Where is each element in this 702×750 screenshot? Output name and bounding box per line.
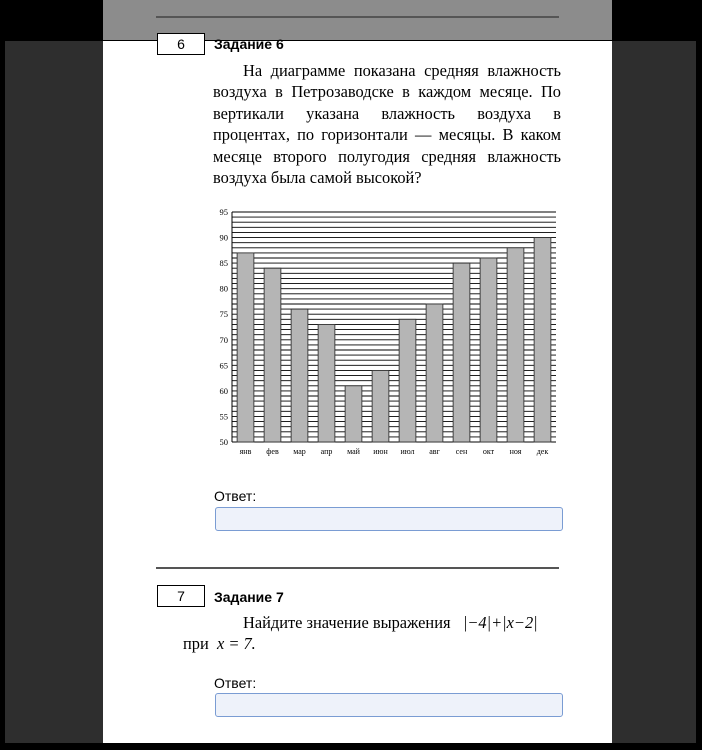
y-tick-label: 70 [219, 334, 228, 345]
task-7-text-before: Найдите значение выражения [243, 613, 451, 632]
x-tick-label: апр [320, 447, 333, 456]
task-7-number-box [157, 585, 205, 607]
x-tick-label: сен [455, 447, 468, 456]
task-6-title: Задание 6 [214, 36, 284, 52]
task-separator [156, 567, 559, 569]
task-7-text [183, 612, 561, 655]
bar-дек [534, 238, 551, 442]
task-6-answer-input[interactable] [215, 507, 563, 531]
bar-июл [399, 319, 416, 442]
task-6-answer-label: Ответ: [214, 488, 257, 504]
x-tick-label: мар [293, 447, 306, 456]
y-tick-label: 50 [219, 437, 228, 447]
x-tick-label: июн [373, 447, 388, 456]
x-tick-label: авг [429, 447, 440, 456]
y-tick-label: 60 [219, 385, 228, 396]
task-7-text-pri: при [183, 634, 209, 654]
x-tick-label: июл [400, 447, 415, 456]
bar-фев [264, 268, 281, 442]
y-tick-label: 65 [219, 360, 228, 371]
bar-янв [237, 253, 254, 442]
x-tick-label: окт [482, 447, 495, 456]
bar-авг [426, 304, 443, 442]
bar-ноя [507, 248, 524, 442]
humidity-bar-chart [190, 200, 570, 470]
task-7-expression: |−4|+|x−2| [462, 613, 538, 632]
task-6-number-box [157, 33, 205, 55]
task-7-title: Задание 7 [214, 589, 284, 605]
bottom-dark-strip [0, 743, 702, 750]
y-tick-label: 95 [219, 207, 228, 217]
x-tick-label: дек [536, 447, 549, 456]
task-6-text: На диаграмме показана средняя влажность воздуха в Петрозаводске в каждом месяце. По вертикали указана влажность воздуха в процентах, по горизонтали — месяцы. В каком месяце второго полугодия средняя влажность воздуха была самой высокой? [213, 61, 561, 188]
y-tick-label: 90 [219, 232, 228, 243]
bar-июн [372, 370, 389, 442]
left-dim-overlay [0, 41, 103, 743]
bar-апр [318, 324, 335, 442]
x-tick-label: фев [266, 447, 279, 456]
bar-мар [291, 309, 308, 442]
y-tick-label: 85 [219, 258, 228, 269]
x-tick-label: янв [239, 447, 252, 456]
previous-separator [156, 16, 559, 18]
y-tick-label: 80 [219, 283, 228, 294]
bar-окт [480, 258, 497, 442]
task-7-number: 7 [177, 588, 185, 604]
y-tick-label: 75 [219, 309, 228, 320]
task-7-answer-input[interactable] [215, 693, 563, 717]
bar-сен [453, 263, 470, 442]
bar-май [345, 386, 362, 442]
x-tick-label: ноя [509, 447, 522, 456]
task-7-answer-label: Ответ: [214, 675, 257, 691]
y-tick-label: 55 [219, 411, 228, 422]
task-7-condition: x = 7. [216, 634, 256, 654]
x-tick-label: май [347, 447, 360, 456]
right-dim-overlay [612, 41, 702, 743]
task-6-number: 6 [177, 36, 185, 52]
